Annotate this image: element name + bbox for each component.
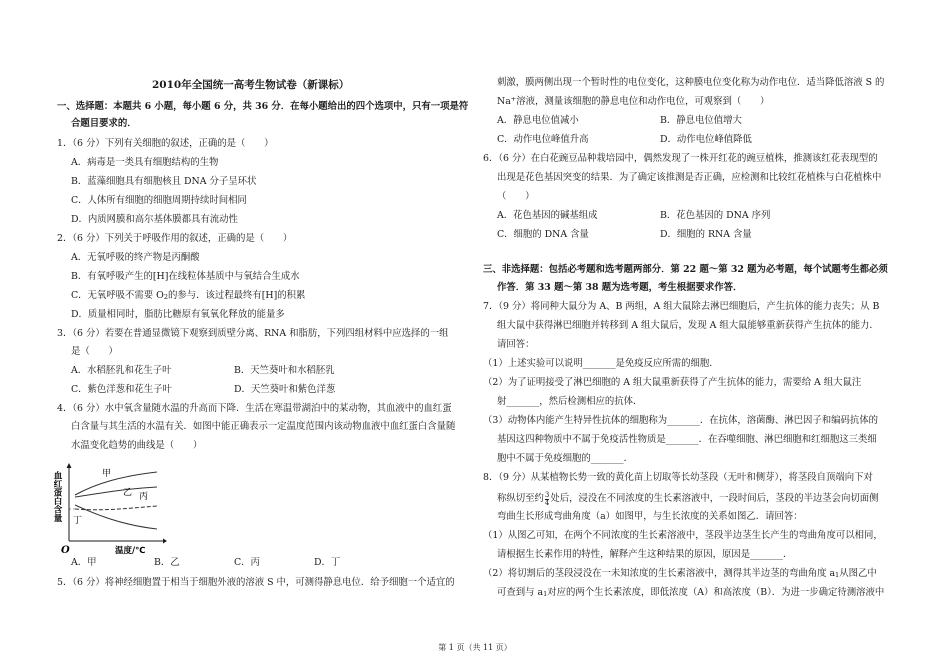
- right-text-line: [483, 530, 883, 542]
- left-text-line: [71, 157, 218, 169]
- line-text: B．有氧呼吸产生的[H]在线粒体基质中与氧结合生成水: [71, 271, 300, 282]
- curve-label-ding: 丁: [73, 516, 83, 526]
- right-text-line: [497, 210, 598, 222]
- left-text-line: [71, 271, 300, 283]
- line-text: C．紫色洋葱和花生子叶: [71, 384, 172, 395]
- answer-blank: _______: [750, 549, 783, 560]
- line-text: D．丁: [314, 557, 341, 568]
- line-text: 6．（6 分）在白花豌豆品种栽培园中，偶然发现了一株开红花的豌豆植株，推测该红花表现型的: [483, 153, 878, 164]
- right-text-line: [660, 229, 752, 241]
- left-text-line: [57, 101, 468, 113]
- curve-bing: [75, 506, 157, 510]
- line-text: A．甲: [71, 557, 97, 568]
- line-text: 请回答：: [497, 339, 535, 350]
- subscript: 2: [163, 293, 168, 301]
- line-text: （ ）: [497, 191, 535, 202]
- right-text-line: [660, 210, 770, 222]
- line-text: B．蓝藻细胞具有细胞核且 DNA 分子呈环状: [71, 176, 257, 187]
- line-text: 5．（6 分）将神经细胞置于相当于细胞外液的溶液 S 中，可测得静息电位．给予细胞一个适宜的: [57, 577, 455, 588]
- line-text: （3）动物体内能产生特异性抗体的细胞称为: [483, 415, 668, 426]
- line-text: D．细胞的 RNA 含量: [660, 229, 752, 240]
- line-text: 基因这四种物质中不属于免疫活性物质是: [497, 434, 666, 445]
- line-text: C．动作电位峰值升高: [497, 134, 589, 145]
- right-text-line: [497, 587, 884, 599]
- y-axis-arrow: [67, 463, 72, 468]
- line-text: C．无氧呼吸不需要 O: [71, 290, 164, 301]
- line-text: B．天竺葵叶和水稻胚乳: [234, 365, 335, 376]
- right-text-line: [483, 377, 861, 389]
- superscript: +: [510, 95, 517, 103]
- line-text: 作答．第 33 题～第 38 题为选考题，考生根据要求作答．: [497, 282, 743, 293]
- left-text-line: [71, 557, 97, 569]
- answer-blank: _______: [590, 453, 624, 464]
- right-text-line: [483, 301, 879, 313]
- line-text: D．内质网膜和高尔基体膜都具有流动性: [71, 214, 238, 225]
- line-text: B．乙: [154, 557, 180, 568]
- right-text-line: [497, 229, 589, 241]
- line-text-continued: 对应的两个生长素浓度，即低浓度（A）和高浓度（B）．为进一步确定待测溶液中: [547, 587, 885, 598]
- line-text-continued: 是免疫反应所需的细胞．: [615, 358, 719, 369]
- line-text: 4．（6 分）水中氧含量随水温的升高而下降．生活在寒温带湖泊中的某动物，其血液中的血红蛋: [57, 403, 452, 414]
- answer-blank: _______: [665, 434, 699, 445]
- subscript: 1: [543, 590, 548, 598]
- left-text-line: [152, 79, 349, 91]
- line-text: C．丙: [234, 557, 260, 568]
- line-text: 白含量与其生活的水温有关．如图中能正确表示一定温度范围内该动物血液中血红蛋白含量随: [71, 421, 456, 432]
- line-text: 7．（9 分）将同种大鼠分为 A、B 两组，A 组大鼠除去淋巴细胞后，产生抗体的能力丧失；从 B: [483, 301, 880, 312]
- line-text: C．细胞的 DNA 含量: [497, 229, 589, 240]
- curve-label-jia: 甲: [102, 469, 112, 479]
- answer-blank: _______: [582, 358, 616, 369]
- left-text-line: [71, 118, 137, 130]
- line-text: 出现是花色基因突变的结果．为了确定该推测是否正确，应检测和比较红花植株与白花植株中: [497, 172, 882, 183]
- line-text-continued: ．: [623, 453, 633, 464]
- left-text-line: [57, 577, 455, 589]
- fraction: [545, 492, 549, 507]
- left-text-line: [71, 384, 172, 396]
- left-text-line: [71, 195, 247, 207]
- right-text-line: [497, 77, 884, 89]
- subscript: 1: [835, 571, 840, 579]
- line-text: A．无氧呼吸的终产物是丙酮酸: [71, 252, 200, 263]
- line-text: D．天竺葵叶和紫色洋葱: [234, 384, 336, 395]
- line-text: C．人体所有细胞的细胞周期持续时间相同: [71, 195, 247, 206]
- hemoglobin-temperature-graph: [52, 463, 167, 556]
- line-text: D．动作电位峰值降低: [660, 134, 752, 145]
- answer-blank: _______: [667, 415, 700, 426]
- right-text-line: [660, 115, 742, 127]
- left-text-line: [234, 384, 335, 396]
- right-text-line: [497, 339, 535, 351]
- right-text-line: [497, 282, 742, 294]
- left-text-line: [234, 557, 260, 569]
- line-text-continued: 的参与．该过程最终有[H]的积累: [167, 290, 306, 301]
- left-text-line: [57, 233, 292, 245]
- right-text-line: [483, 153, 878, 165]
- left-text-line: [71, 365, 172, 377]
- line-text: 一、选择题：本题共 6 小题，每小题 6 分，共 36 分．在每小题给出的四个选项中，只有一项是符: [57, 101, 469, 112]
- line-text: A．静息电位值减小: [497, 115, 579, 126]
- line-text: 水温变化趋势的曲线是（ ）: [71, 440, 203, 451]
- line-text: B．静息电位值增大: [660, 115, 742, 126]
- right-text-line: [497, 453, 633, 465]
- x-axis-arrow: [163, 539, 167, 544]
- line-text: A．病毒是一类具有细胞结构的生物: [71, 157, 219, 168]
- curve-label-bing: 丙: [139, 492, 149, 502]
- line-text: 组大鼠中获得淋巴细胞并转移到 A 组大鼠后，发现 A 组大鼠能够重新获得产生抗体的能力．: [497, 320, 879, 331]
- fraction-denominator: 4: [544, 499, 550, 507]
- right-text-line: [483, 568, 877, 580]
- left-text-line: [71, 309, 285, 321]
- line-text-continued: ．在抗体，溶菌酶、淋巴因子和编码抗体的: [699, 415, 879, 426]
- x-axis-label: 温度/℃: [115, 546, 146, 556]
- y-axis-label: 血红蛋白含量: [52, 471, 62, 522]
- curve-label-yi: 乙: [123, 488, 133, 498]
- right-text-line: [483, 415, 878, 427]
- origin-label: O: [61, 545, 70, 556]
- line-text: （2）将切割后的茎段浸没在一未知浓度的生长素溶液中，测得其半边茎的弯曲角度 a: [483, 568, 836, 579]
- line-text: D．质量相同时，脂肪比糖原有氧氧化释放的能量多: [71, 309, 285, 320]
- line-text: 2．（6 分）下列关于呼吸作用的叙述，正确的是（ ）: [57, 233, 293, 244]
- line-text: 胞中不属于免疫细胞的: [497, 453, 591, 464]
- line-text: 射: [497, 396, 507, 407]
- line-text: A．花色基因的碱基组成: [497, 210, 598, 221]
- line-text: 1．（6 分）下列有关细胞的叙述，正确的是（ ）: [57, 138, 274, 149]
- line-text: （1）上述实验可以说明: [483, 358, 583, 369]
- line-text: 是（ ）: [71, 346, 118, 357]
- right-text-line: [497, 115, 579, 127]
- right-text-line: [660, 134, 752, 146]
- line-text: 称纵切至约: [497, 493, 544, 504]
- left-text-line: [57, 138, 273, 150]
- line-text: B．花色基因的 DNA 序列: [660, 210, 771, 221]
- line-text: 请根据生长素作用的特性，解释产生这种结果的原因，原因是: [497, 549, 751, 560]
- right-text-line: [497, 191, 535, 203]
- left-text-line: [71, 440, 202, 452]
- line-text: 8．（9 分）从某植物长势一致的黄化苗上切取等长幼茎段（无叶和侧芽），将茎段自顶端向下对: [483, 472, 873, 483]
- line-text: （2）为了证明接受了淋巴细胞的 A 组大鼠重新获得了产生抗体的能力，需要给 A 组大鼠注: [483, 377, 862, 388]
- line-text: （1）从图乙可知，在两个不同浓度的生长素溶液中，茎段半边茎生长产生的弯曲角度可以相同，: [483, 530, 883, 541]
- line-text: 2010年全国统一高考生物试卷（新课标）: [152, 79, 350, 91]
- line-text: 刺激，膜两侧出现一个暂时性的电位变化，这种膜电位变化称为动作电位．适当降低溶液 S 的: [497, 77, 885, 88]
- line-text: 三、非选择题：包括必考题和选考题两部分．第 22 题～第 32 题为必考题，每个试题考生都必须: [483, 264, 888, 275]
- curve-ding: [75, 505, 157, 529]
- right-text-line: [497, 511, 803, 523]
- line-text: Na: [497, 96, 511, 107]
- page-footer: 第 1 页（共 11 页）: [438, 643, 512, 652]
- line-text-continued: ．在吞噬细胞、淋巴细胞和红细胞这三类细: [698, 434, 877, 445]
- line-text-continued: 从图乙中: [839, 568, 877, 579]
- right-text-line: [497, 134, 589, 146]
- line-text: A．水稻胚乳和花生子叶: [71, 365, 172, 376]
- right-text-line: [497, 172, 881, 184]
- left-text-line: [314, 557, 340, 569]
- line-text: 弯曲生长形成弯曲角度（a）如图甲，与生长浓度的关系如图乙．请回答：: [497, 511, 803, 522]
- right-text-line: [483, 472, 873, 484]
- fraction-numerator: 3: [544, 491, 550, 499]
- right-text-line: [497, 396, 642, 408]
- left-text-line: [71, 252, 200, 264]
- right-text-line: [497, 96, 769, 108]
- right-text-line: [497, 549, 792, 561]
- line-text-continued: 溶液，测量该细胞的静息电位和动作电位，可观察到（ ）: [516, 96, 770, 107]
- left-text-line: [57, 328, 448, 340]
- left-text-line: [71, 346, 118, 358]
- line-text: 可查到与 a: [497, 587, 544, 598]
- right-text-line: [497, 492, 879, 507]
- line-text-continued: ．: [782, 549, 793, 560]
- left-text-line: [154, 557, 180, 569]
- left-text-line: [71, 214, 238, 226]
- right-text-line: [497, 434, 877, 446]
- left-text-line: [71, 176, 256, 188]
- right-text-line: [483, 264, 888, 276]
- left-text-line: [57, 403, 452, 415]
- left-text-line: [71, 290, 305, 302]
- left-text-line: [71, 421, 455, 433]
- right-text-line: [497, 320, 879, 332]
- right-text-line: [483, 358, 719, 370]
- line-text: 合题目要求的．: [71, 118, 137, 129]
- left-text-line: [234, 365, 335, 377]
- answer-blank: _______: [506, 396, 540, 407]
- line-text-continued: ，然后检测相应的抗体．: [539, 396, 643, 407]
- line-text-continued: 处后，浸没在不同浓度的生长素溶液中，一段时间后，茎段的半边茎会向切面侧: [550, 493, 879, 504]
- line-text: 3．（6 分）若要在普通显微镜下观察到质壁分离、RNA 和脂肪，下列四组材料中应选择的一组: [57, 328, 449, 339]
